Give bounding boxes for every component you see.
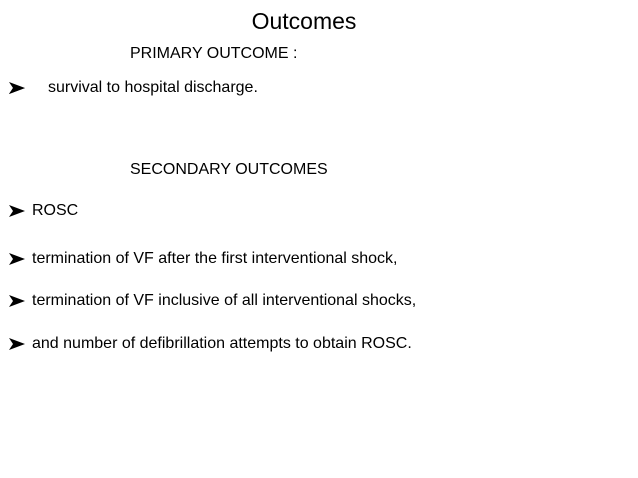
list-item <box>8 201 78 221</box>
list-item <box>8 249 398 269</box>
arrowhead-bullet-icon <box>8 204 26 218</box>
list-item-text: and number of defibrillation attempts to obtain ROSC. <box>32 335 412 352</box>
arrowhead-bullet-icon <box>8 252 26 266</box>
list-item-text: termination of VF after the first interventional shock, <box>32 250 398 267</box>
list-item <box>8 78 258 98</box>
list-item <box>8 334 412 354</box>
slide-title: Outcomes <box>251 8 357 34</box>
list-item-text: termination of VF inclusive of all interventional shocks, <box>32 292 417 309</box>
arrowhead-bullet-icon <box>8 294 26 308</box>
arrowhead-bullet-icon <box>8 81 26 95</box>
list-item <box>8 291 416 311</box>
secondary-outcomes-heading: SECONDARY OUTCOMES <box>130 161 328 178</box>
list-item-text: survival to hospital discharge. <box>48 79 258 96</box>
arrowhead-bullet-icon <box>8 337 26 351</box>
list-item-text: ROSC <box>32 202 79 219</box>
primary-outcome-heading: PRIMARY OUTCOME : <box>130 45 298 62</box>
